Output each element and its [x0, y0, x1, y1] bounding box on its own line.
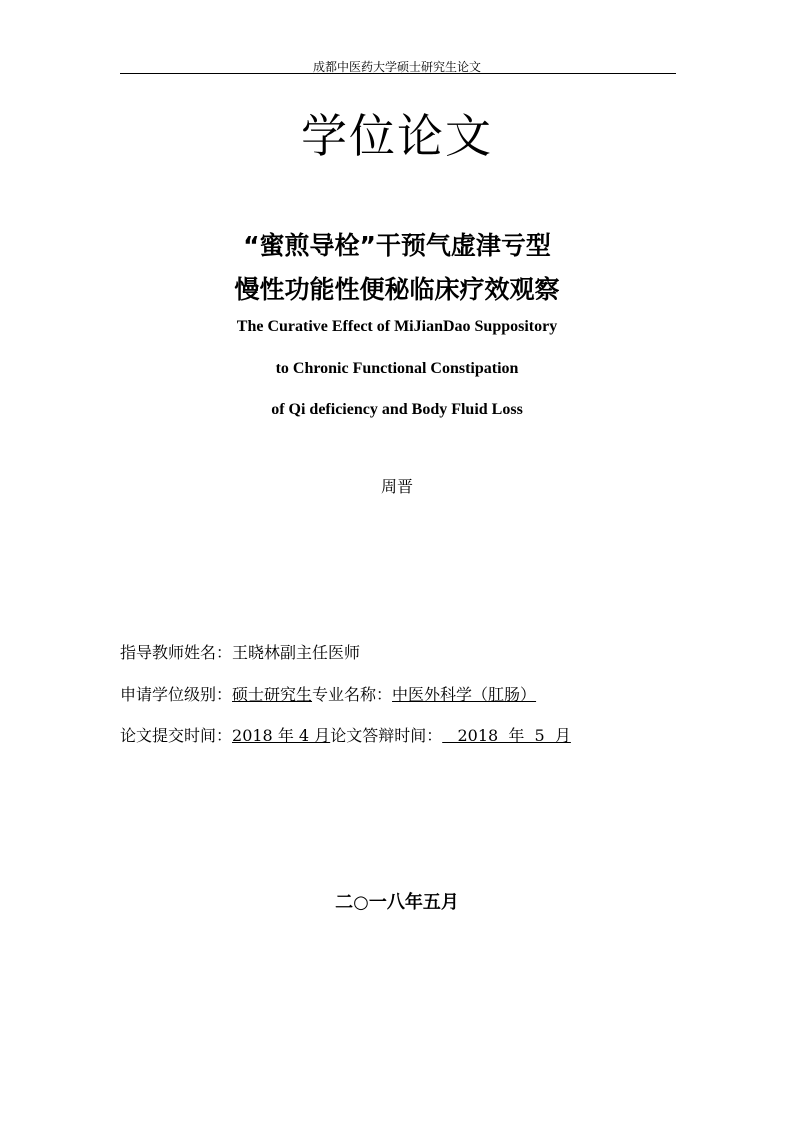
degree-row	[120, 682, 536, 705]
degree-label: 申请学位级别：	[120, 685, 233, 704]
document-type-title: 学位论文	[301, 109, 493, 163]
submit-label: 论文提交时间：	[120, 726, 233, 745]
chinese-title-line-1: “蜜煎导栓”干预气虚津亏型	[243, 231, 551, 260]
advisor-value: 王晓林副主任医师	[232, 643, 361, 662]
defense-value: 2018 年 5 月	[442, 726, 571, 745]
english-title-line-3: of Qi deficiency and Body Fluid Loss	[271, 401, 523, 418]
advisor-row	[120, 640, 360, 663]
author-name: 周晋	[380, 477, 413, 496]
english-title-line-1: The Curative Effect of MiJianDao Suppository	[236, 318, 558, 335]
major-label: 专业名称：	[312, 685, 393, 704]
chinese-title-line-2: 慢性功能性便秘临床疗效观察	[234, 275, 560, 304]
degree-value: 硕士研究生	[232, 685, 313, 704]
submit-value: 2018 年 4 月	[232, 726, 331, 745]
defense-label: 论文答辩时间：	[330, 726, 443, 745]
completion-date: 二○一八年五月	[335, 892, 459, 913]
advisor-label: 指导教师姓名：	[120, 643, 233, 662]
major-value: 中医外科学（肛肠）	[392, 685, 537, 704]
running-header: 成都中医药大学硕士研究生论文	[312, 60, 481, 74]
dates-row	[120, 723, 571, 746]
header-divider	[120, 73, 676, 74]
english-title-line-2: to Chronic Functional Constipation	[275, 360, 519, 377]
